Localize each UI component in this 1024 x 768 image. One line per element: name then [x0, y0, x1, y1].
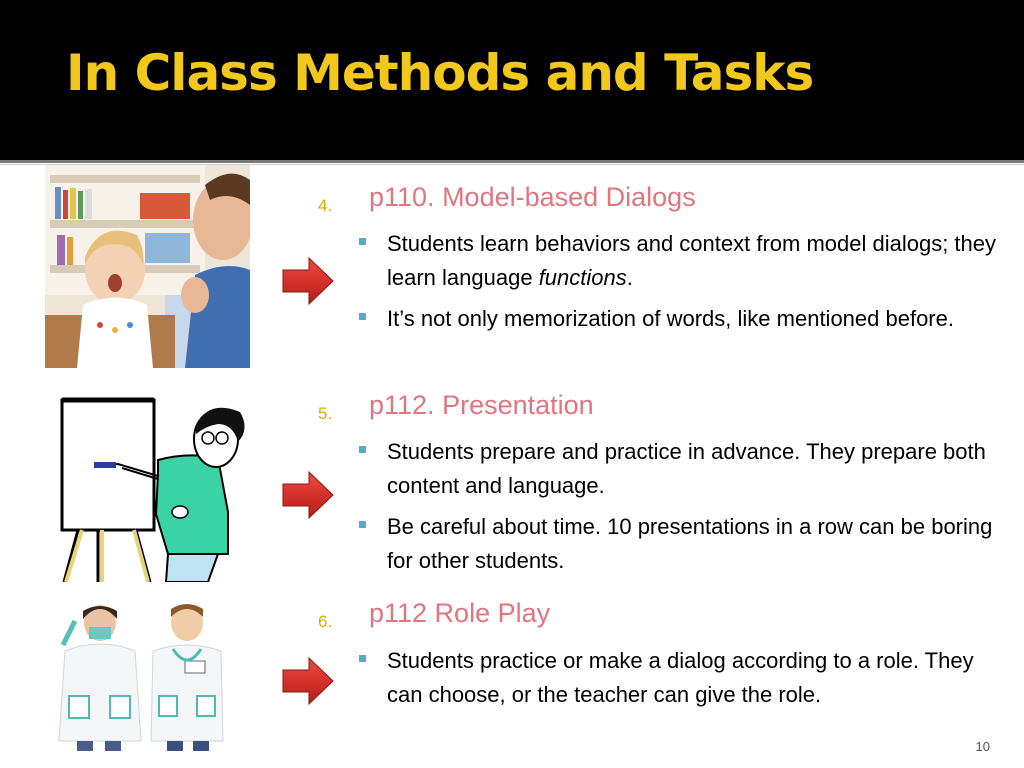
- item-heading: p112. Presentation: [369, 390, 594, 420]
- title-bar: [0, 0, 1024, 160]
- item-heading: p110. Model-based Dialogs: [369, 182, 696, 212]
- bullet-text: Students practice or make a dialog according to a role. They can choose, or the teacher can give the role.: [387, 648, 974, 707]
- slide-title: In Class Methods and Tasks: [66, 44, 814, 102]
- red-arrow-icon: [281, 256, 335, 306]
- bullet-icon: [358, 312, 370, 324]
- children-doctor-costumes-photo: [55, 601, 225, 751]
- item-number: 5.: [318, 404, 333, 423]
- title-divider: [0, 160, 1024, 163]
- item-heading: p112 Role Play: [369, 598, 551, 628]
- page-number: 10: [975, 739, 990, 754]
- bullet-text: Students prepare and practice in advance. They prepare both content and language.: [387, 439, 986, 498]
- bullet-icon: [358, 654, 370, 666]
- red-arrow-icon: [281, 470, 335, 520]
- bullet-icon: [358, 445, 370, 457]
- toddler-and-father-photo: [45, 165, 250, 368]
- red-arrow-icon: [281, 656, 335, 706]
- bullet-text: Students learn behaviors and context from model dialogs; they learn language functions.: [387, 231, 997, 290]
- bullet-text: It’s not only memorization of words, like mentioned before.: [387, 306, 954, 331]
- item-number: 4.: [318, 196, 333, 215]
- bullet-icon: [358, 520, 370, 532]
- boy-at-flipchart-illustration: [58, 394, 255, 582]
- item-number: 6.: [318, 612, 333, 631]
- bullet-icon: [358, 237, 370, 249]
- bullet-text: Be careful about time. 10 presentations in a row can be boring for other students.: [387, 514, 993, 573]
